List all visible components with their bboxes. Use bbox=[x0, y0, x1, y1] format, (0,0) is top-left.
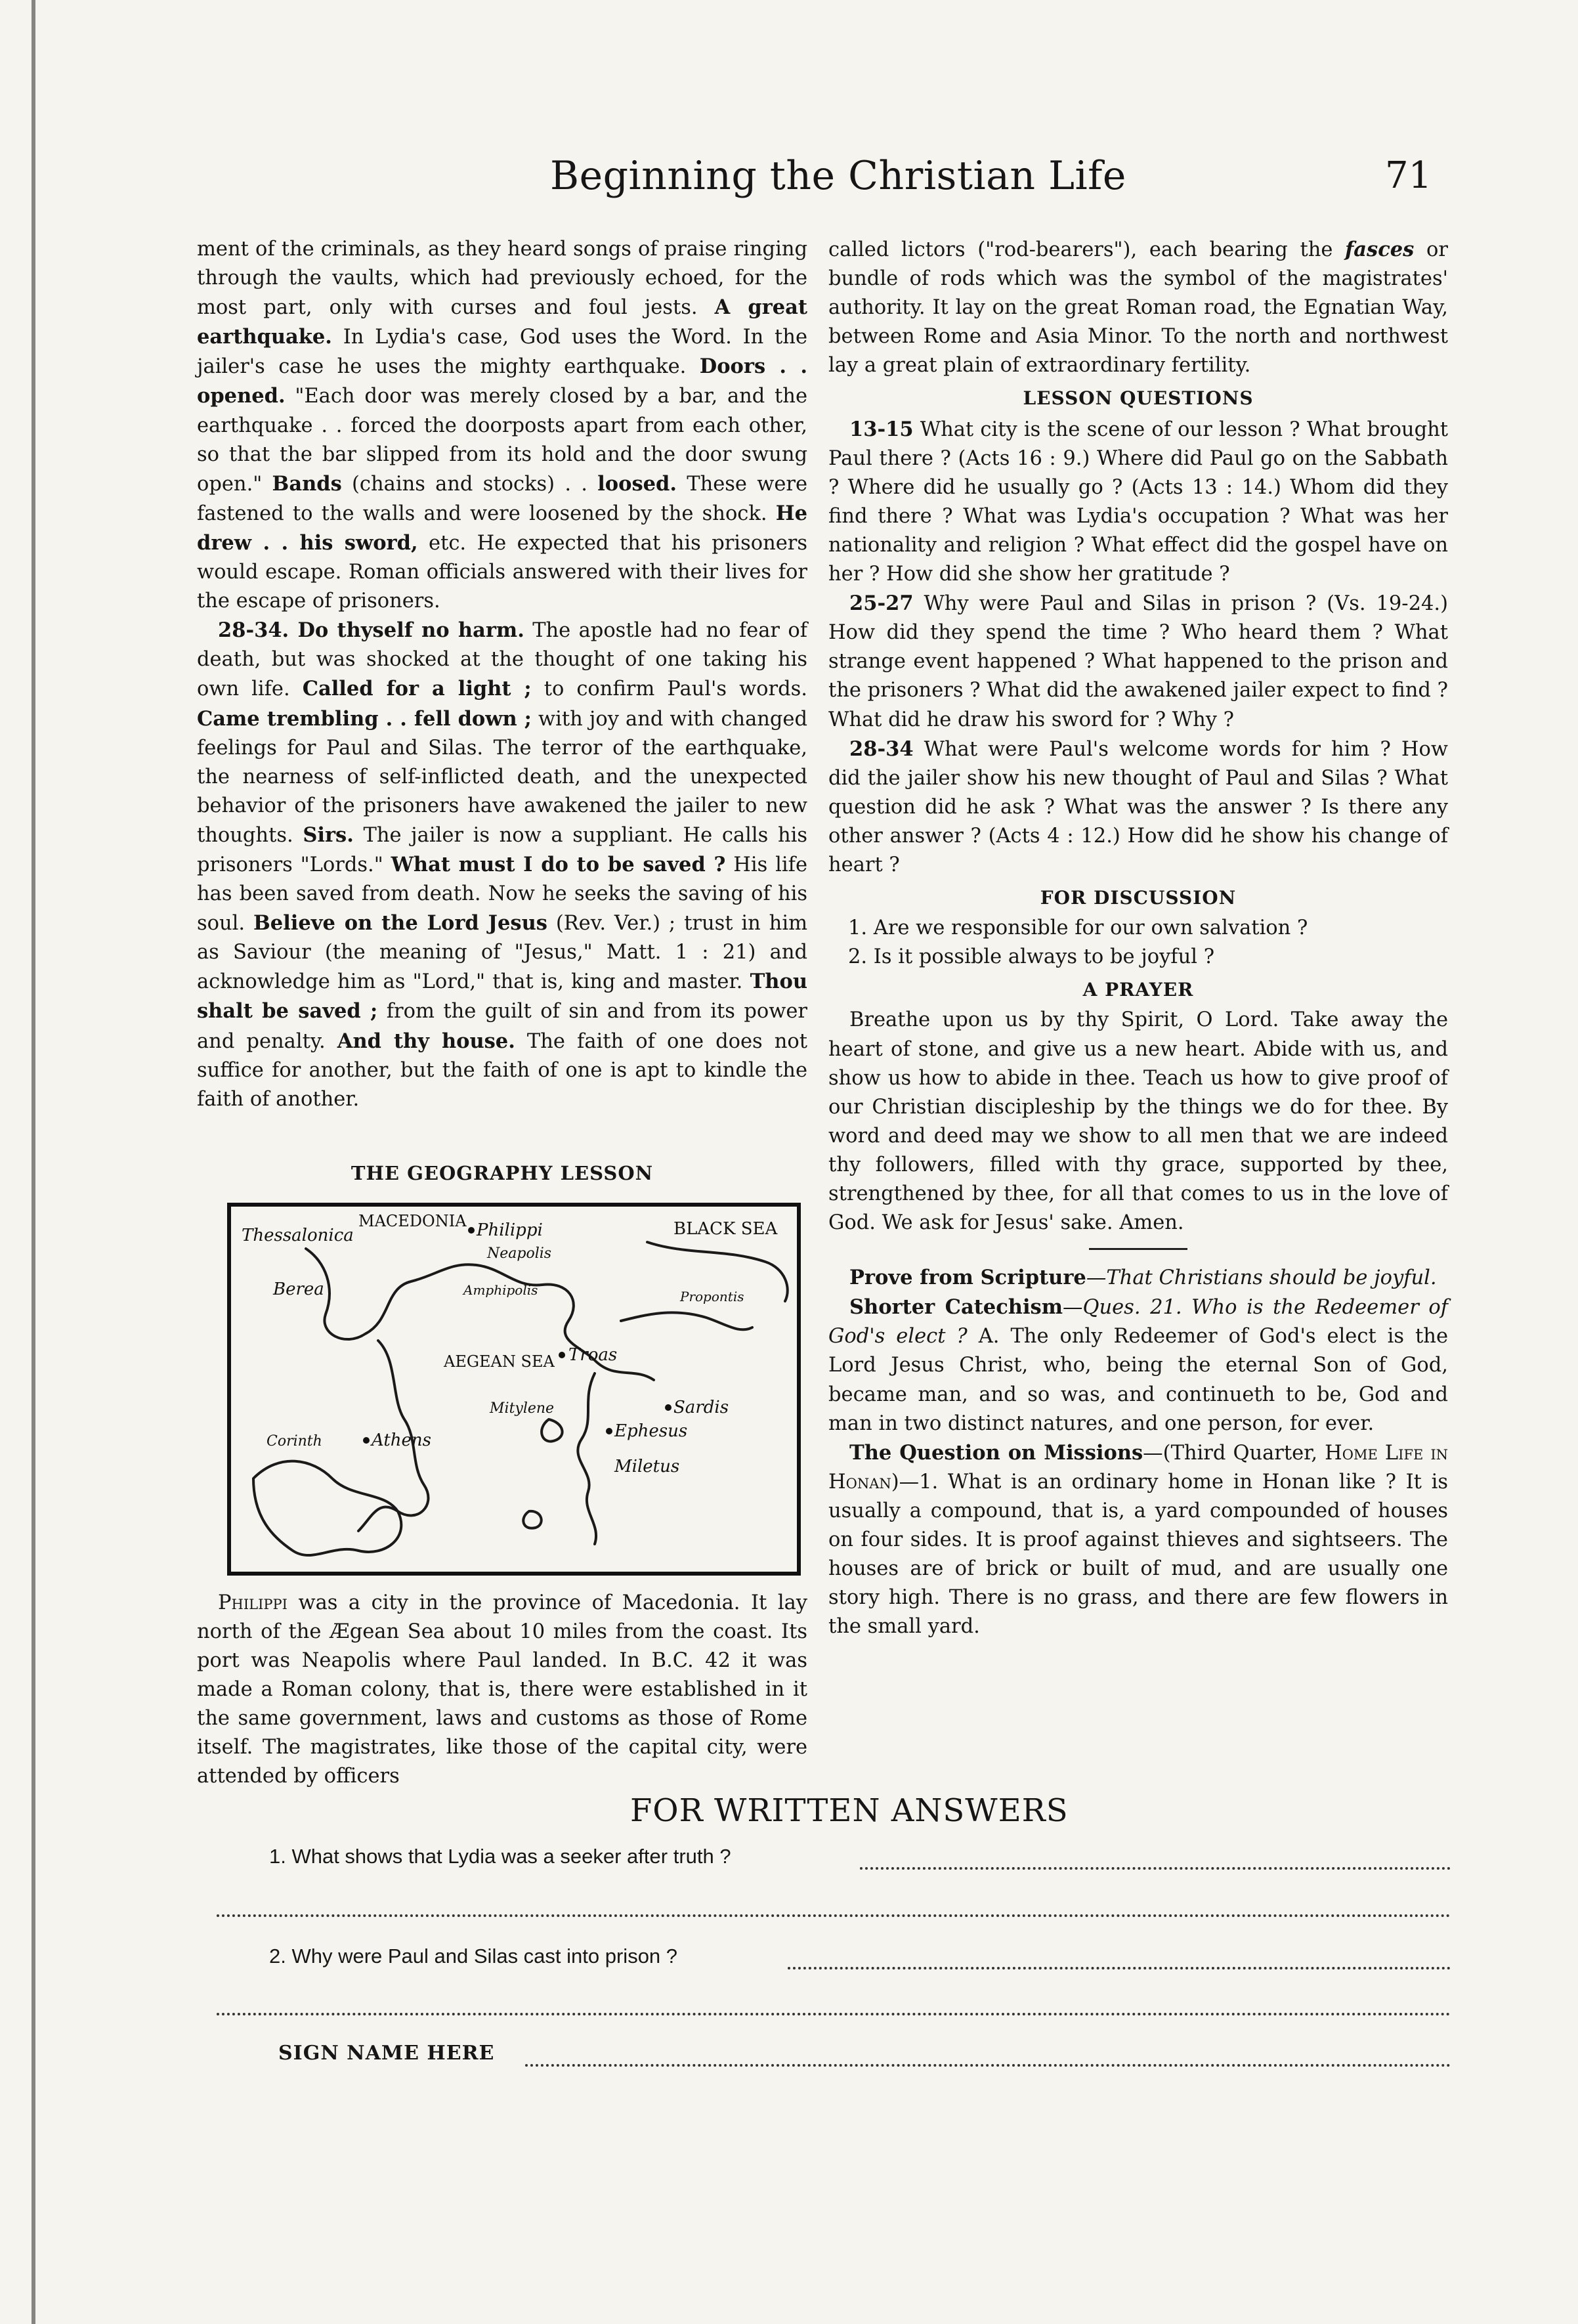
written-question-1: 1. What shows that Lydia was a seeker after truth ? bbox=[269, 1845, 731, 1868]
map-lesbos bbox=[542, 1419, 562, 1442]
map-label-ephesus: Ephesus bbox=[614, 1421, 688, 1441]
geography-heading: THE GEOGRAPHY LESSON bbox=[351, 1162, 654, 1184]
map-label-amphipolis: Amphipolis bbox=[463, 1282, 538, 1298]
answer-line-1b[interactable] bbox=[217, 1895, 1451, 1917]
prayer-text: Breathe upon us by thy Spirit, O Lord. Take away the heart of stone, and give us a new heart. Abide with us, and show us how to abide in thee. Teach us how to give proof of our Christian discipleship by the things we do for thee. By word and deed may we show to all men that we are indeed thy followers, filled with thy grace, supported by thee, strengthened by thee, for all that comes to us in the love of God. We ask for Jesus' sake. Amen. bbox=[828, 1008, 1448, 1235]
sign-name-line[interactable] bbox=[525, 2044, 1451, 2067]
map-label-philippi: Philippi bbox=[477, 1220, 543, 1240]
map-label-macedonia: MACEDONIA bbox=[358, 1212, 467, 1230]
map-dot-athens bbox=[363, 1437, 370, 1444]
lesson-question-3: 28-34 What were Paul's welcome words for him ? How did the jailer show his new thought of Paul and Silas ? What question did he ask ? What was the answer ? Is there any other answer ? (Acts 4 : 12.) How did he show his change of heart ? bbox=[828, 737, 1448, 876]
map-label-sardis: Sardis bbox=[673, 1398, 729, 1417]
map-dot-philippi bbox=[468, 1227, 475, 1234]
map-dot-troas bbox=[559, 1352, 565, 1358]
map-label-neapolis: Neapolis bbox=[487, 1245, 552, 1262]
written-answers-title: FOR WRITTEN ANSWERS bbox=[630, 1792, 1069, 1829]
map-dot-ephesus bbox=[606, 1428, 612, 1434]
page-edge-shadow bbox=[32, 0, 35, 2324]
page-header bbox=[0, 150, 1578, 209]
lesson-questions-heading: LESSON QUESTIONS bbox=[1023, 387, 1254, 410]
answer-line-2a[interactable] bbox=[788, 1947, 1451, 1969]
map-drawing bbox=[227, 1203, 801, 1576]
discussion-item-2: 2. Is it possible always to be joyful ? bbox=[848, 945, 1215, 969]
page-title: Beginning the Christian Life bbox=[550, 153, 1126, 199]
answer-line-1a[interactable] bbox=[860, 1847, 1451, 1870]
prayer-heading: A PRAYER bbox=[1082, 979, 1194, 1001]
discussion-item-1: 1. Are we responsible for our own salvation ? bbox=[848, 916, 1308, 940]
left-paragraph-2: 28-34. Do thyself no harm. The apostle had no fear of death, but was shocked at the thought of one taking his own life. Called for a light ; to confirm Paul's words. Came trembling . . fell down ; with joy and with changed feelings for Paul and Silas. The terror of the earthquake, the nearness of self-inflicted death, and the unexpected behavior of the prisoners have awakened the jailer to new thoughts. Sirs. The jailer is now a suppliant. He calls his prisoners "Lords." What must I do to be saved ? His life has been saved from death. Now he seeks the saving of his soul. Believe on the Lord Jesus (Rev. Ver.) ; trust in him as Saviour (the meaning of "Jesus," Matt. 1 : 21) and acknowledge him as "Lord," that is, king and master. Thou shalt be saved ; from the guilt of sin and from its power and penalty. And thy house. The faith of one does not suffice for another, but the faith of one is apt to kindle the faith of another. bbox=[197, 618, 808, 1111]
answer-line-2b[interactable] bbox=[217, 1993, 1451, 2015]
lesson-question-1: 13-15 What city is the scene of our lesson ? What brought Paul there ? (Acts 16 : 9.) Where did Paul go on the Sabbath ? Where did he usually go ? (Acts 13 : 14.) Whom did they find there ? What was Lydia's occupation ? What was her nationality and religion ? What effect did the gospel have on her ? How did she show her gratitude ? bbox=[828, 417, 1448, 586]
prove-from-scripture: Prove from Scripture—That Christians should be joyful. bbox=[849, 1266, 1437, 1290]
shorter-catechism: Shorter Catechism—Ques. 21. Who is the Redeemer of God's elect ? A. The only Redeemer of God's elect is the Lord Jesus Christ, who, being the eternal Son of God, became man, and so was, and continueth to be, God and man in two distinct natures, and one person, for ever. bbox=[828, 1295, 1448, 1435]
left-paragraph-1: ment of the criminals, as they heard songs of praise ringing through the vaults, which had previously echoed, for the most part, only with curses and foul jests. A great earthquake. In Lydia's case, God uses the Word. In the jailer's case he uses the mighty earthquake. Doors . . opened. "Each door was merely closed by a bar, and the earthquake . . forced the doorposts apart from each other, so that the bar slipped from its hold and the door swung open." Bands (chains and stocks) . . loosed. These were fastened to the walls and were loosened by the shock. He drew . . his sword, etc. He expected that his prisoners would escape. Roman officials answered with their lives for the escape of prisoners. bbox=[197, 238, 808, 613]
map-label-troas: Troas bbox=[568, 1345, 618, 1365]
discussion-heading: FOR DISCUSSION bbox=[1040, 887, 1237, 909]
section-divider bbox=[1089, 1248, 1187, 1250]
written-question-2: 2. Why were Paul and Silas cast into prison ? bbox=[269, 1945, 678, 1968]
right-paragraph-1: called lictors ("rod-bearers"), each bearing the fasces or bundle of rods which was the symbol of the magistrates' authority. It lay on the great Roman road, the Egnatian Way, between Rome and Asia Minor. To the north and northwest lay a great plain of extraordinary fertility. bbox=[828, 238, 1448, 377]
geography-caption: Philippi was a city in the province of Macedonia. It lay north of the Ægean Sea about 10 miles from the coast. Its port was Neapolis where Paul landed. In B.C. 42 it was made a Roman colony, that is, there were established in it the same government, laws and customs as those of Rome itself. The magistrates, like those of the capital city, were attended by officers bbox=[197, 1591, 807, 1788]
map-label-berea: Berea bbox=[273, 1280, 324, 1299]
map-dot-sardis bbox=[665, 1404, 672, 1411]
map-label-propontis: Propontis bbox=[680, 1289, 744, 1304]
page-number: 71 bbox=[1385, 154, 1432, 197]
map-label-aegean-sea: AEGEAN SEA bbox=[444, 1352, 555, 1371]
sign-name-label: SIGN NAME HERE bbox=[278, 2042, 495, 2065]
map-propontis bbox=[621, 1312, 752, 1329]
map-label-miletus: Miletus bbox=[614, 1457, 680, 1476]
map-label-athens: Athens bbox=[372, 1431, 431, 1450]
lesson-question-2: 25-27 Why were Paul and Silas in prison ? (Vs. 19-24.) How did they spend the time ? Who heard them ? What strange event happened ? What happened to the prison and the prisoners ? What did the awakened jailer expect to find ? What did he draw his sword for ? Why ? bbox=[828, 592, 1448, 731]
geography-map bbox=[227, 1203, 801, 1576]
right-column bbox=[828, 235, 1448, 1641]
left-column bbox=[197, 235, 807, 1114]
missions-question: The Question on Missions—(Third Quarter, Home Life in Honan)—1. What is an ordinary home in Honan like ? It is usually a compound, that is, a yard compounded of houses on four sides. It is proof against thieves and sightseers. The houses are of brick or built of mud, and are usually one story high. There is no grass, and there are few flowers in the small yard. bbox=[828, 1440, 1448, 1639]
map-island bbox=[523, 1511, 541, 1528]
map-label-thessalonica: Thessalonica bbox=[242, 1226, 354, 1245]
map-coast-asia bbox=[578, 1373, 596, 1544]
map-label-corinth: Corinth bbox=[267, 1433, 322, 1450]
map-label-black-sea: BLACK SEA bbox=[673, 1219, 778, 1239]
map-label-mitylene: Mitylene bbox=[490, 1400, 555, 1417]
